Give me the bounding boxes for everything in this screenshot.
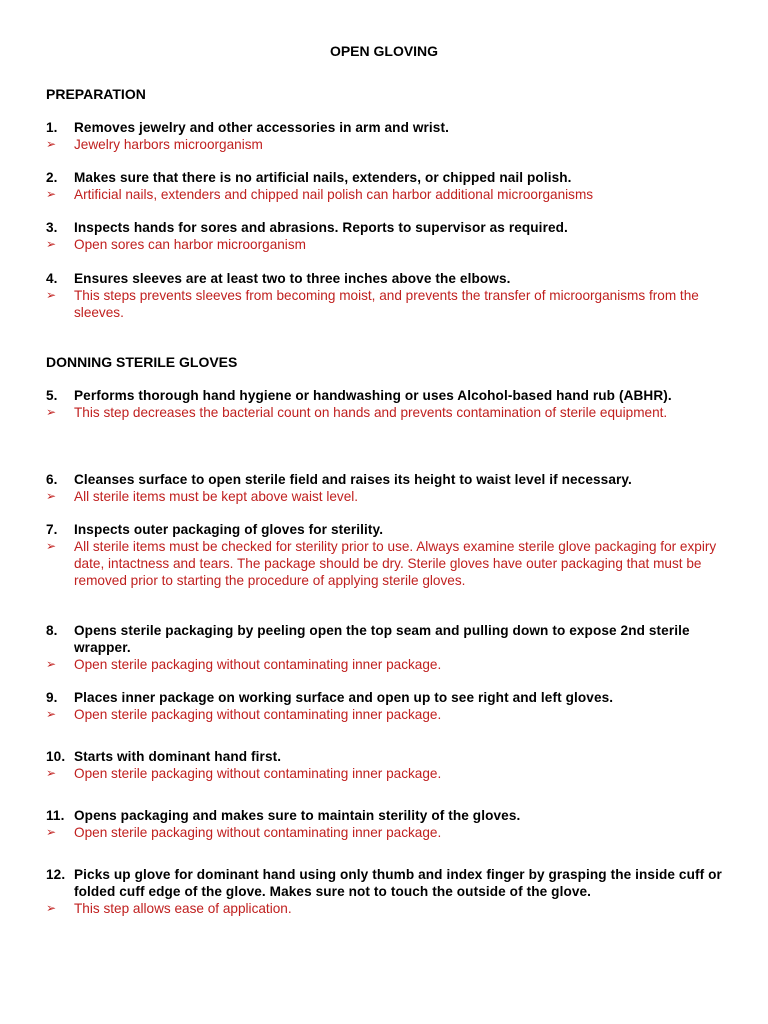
rationale-note: ➢ Open sterile packaging without contaminating inner package. bbox=[46, 707, 442, 722]
list-item bbox=[46, 119, 736, 153]
step-text: 1. Removes jewelry and other accessories in arm and wrist. bbox=[46, 120, 449, 135]
step-number: 6. bbox=[46, 472, 58, 487]
step-number: 1. bbox=[46, 120, 58, 135]
arrow-bullet-icon: ➢ bbox=[46, 539, 57, 553]
arrow-bullet-icon: ➢ bbox=[46, 405, 57, 419]
rationale-note: ➢ All sterile items must be kept above waist level. bbox=[46, 489, 359, 504]
arrow-bullet-icon: ➢ bbox=[46, 657, 57, 671]
list-item bbox=[46, 807, 736, 841]
rationale-note: ➢ This step decreases the bacterial count on hands and prevents contamination of sterile equipment. bbox=[46, 405, 668, 420]
step-text: 2. Makes sure that there is no artificial nails, extenders, or chipped nail polish. bbox=[46, 170, 572, 185]
arrow-bullet-icon: ➢ bbox=[46, 707, 57, 721]
list-item bbox=[46, 521, 736, 589]
step-number: 12. bbox=[46, 867, 66, 882]
step-text: 4. Ensures sleeves are at least two to three inches above the elbows. bbox=[46, 271, 511, 286]
step-number: 4. bbox=[46, 271, 58, 286]
rationale-note: ➢ Jewelry harbors microorganism bbox=[46, 137, 263, 152]
arrow-bullet-icon: ➢ bbox=[46, 137, 57, 151]
step-number: 9. bbox=[46, 690, 58, 705]
step-text: 5. Performs thorough hand hygiene or handwashing or uses Alcohol-based hand rub (ABHR). bbox=[46, 388, 672, 403]
page-title: OPEN GLOVING bbox=[329, 43, 439, 59]
list-item bbox=[46, 471, 736, 505]
list-item bbox=[46, 219, 736, 253]
step-text: 6. Cleanses surface to open sterile field and raises its height to waist level if necessary. bbox=[46, 472, 632, 487]
step-number: 5. bbox=[46, 388, 58, 403]
step-number: 7. bbox=[46, 522, 58, 537]
list-item bbox=[46, 622, 736, 673]
step-text: 11. Opens packaging and makes sure to maintain sterility of the gloves. bbox=[46, 808, 521, 823]
step-text: 7. Inspects outer packaging of gloves for sterility. bbox=[46, 522, 384, 537]
arrow-bullet-icon: ➢ bbox=[46, 237, 57, 251]
list-item bbox=[46, 689, 736, 723]
rationale-note: ➢ Open sterile packaging without contaminating inner package. bbox=[46, 825, 442, 840]
step-text: 12. Picks up glove for dominant hand using only thumb and index finger by grasping the inside cuff or folded cuff edge of the glove. Makes sure not to touch the outside of the glove. bbox=[46, 867, 722, 899]
step-number: 11. bbox=[46, 808, 65, 823]
list-item bbox=[46, 748, 736, 782]
rationale-note: ➢ All sterile items must be checked for sterility prior to use. Always examine sterile glove packaging for expiry date, intactness and tears. The package should be dry. Sterile gloves have outer packaging that must be removed prior to starting the procedure of applying sterile gloves. bbox=[46, 539, 717, 588]
rationale-note: ➢ Open sterile packaging without contaminating inner package. bbox=[46, 766, 442, 781]
rationale-note: ➢ Artificial nails, extenders and chipped nail polish can harbor additional microorganisms bbox=[46, 187, 594, 202]
list-item bbox=[46, 270, 736, 321]
rationale-note: ➢ Open sores can harbor microorganism bbox=[46, 237, 306, 252]
list-item bbox=[46, 387, 736, 421]
rationale-note: ➢ This steps prevents sleeves from becoming moist, and prevents the transfer of microorganisms from the sleeves. bbox=[46, 288, 699, 320]
step-number: 3. bbox=[46, 220, 58, 235]
step-number: 10. bbox=[46, 749, 66, 764]
step-number: 8. bbox=[46, 623, 58, 638]
arrow-bullet-icon: ➢ bbox=[46, 825, 57, 839]
arrow-bullet-icon: ➢ bbox=[46, 766, 57, 780]
arrow-bullet-icon: ➢ bbox=[46, 901, 57, 915]
step-number: 2. bbox=[46, 170, 58, 185]
step-text: 8. Opens sterile packaging by peeling open the top seam and pulling down to expose 2nd sterile wrapper. bbox=[46, 623, 690, 655]
step-text: 3. Inspects hands for sores and abrasions. Reports to supervisor as required. bbox=[46, 220, 568, 235]
arrow-bullet-icon: ➢ bbox=[46, 288, 57, 302]
rationale-note: ➢ This step allows ease of application. bbox=[46, 901, 292, 916]
step-text: 9. Places inner package on working surface and open up to see right and left gloves. bbox=[46, 690, 614, 705]
rationale-note: ➢ Open sterile packaging without contaminating inner package. bbox=[46, 657, 442, 672]
list-item bbox=[46, 169, 736, 203]
arrow-bullet-icon: ➢ bbox=[46, 187, 57, 201]
section-heading-donning: DONNING STERILE GLOVES bbox=[46, 354, 238, 370]
arrow-bullet-icon: ➢ bbox=[46, 489, 57, 503]
step-text: 10. Starts with dominant hand first. bbox=[46, 749, 282, 764]
section-heading-preparation: PREPARATION bbox=[46, 86, 146, 102]
list-item bbox=[46, 866, 736, 917]
